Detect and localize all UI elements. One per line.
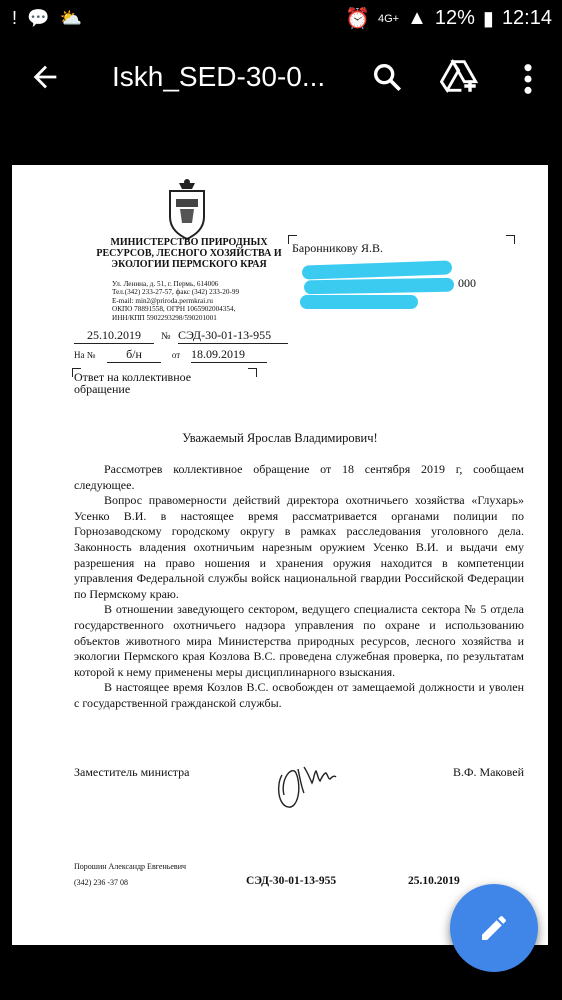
registration-line: [74, 328, 288, 344]
edit-button[interactable]: [450, 884, 538, 972]
bracket-mark: [506, 235, 515, 244]
paragraph: В отношении заведующего сектором, ведущего специалиста сектора № 5 отдела государственного охотничьего надзора управления по охране и использованию объектов животного мира Министерства природных ресурсов, лесного хозяйства и экологии Пермского края Козлова В.С. проведена служебная проверка, по результатам которой к нему применены меры дисциплинарного взыскания.: [74, 602, 524, 679]
edit-pencil-icon: [478, 912, 510, 944]
system-icons: [345, 6, 552, 31]
chat-icon: 💬: [27, 8, 50, 28]
ministry-email: E-mail: min2@priroda.permkrai.ru: [112, 296, 214, 305]
ministry-contacts: [112, 280, 252, 322]
back-arrow-icon[interactable]: [28, 60, 62, 94]
redaction-mark: [302, 260, 452, 279]
redaction-mark: [300, 295, 418, 309]
alarm-icon: ⏰: [345, 8, 370, 30]
paragraph: Вопрос правомерности действий директора охотничьего хозяйства «Глухарь» Усенко В.И. в настоящее время рассматривается органами полиции по Горнозаводскому городскому округу в рамках расследования уголовного дела. Законность владения охотничьим нарезным оружием Усенко В.И. и выдачи ему разрешения на право ношения и хранения оружия находится в компетенции управления Федеральной службы войск национальной гвардии Российской Федерации по Пермскому краю.: [74, 493, 524, 601]
ref-number: б/н: [107, 347, 161, 363]
signer-title: Заместитель министра: [74, 765, 190, 779]
reg-date: 25.10.2019: [74, 328, 154, 344]
reference-line: [74, 347, 267, 363]
subject-line: Ответ на коллективное обращение: [74, 370, 192, 396]
bracket-mark: [248, 368, 257, 377]
executor-phone: (342) 236 -37 08: [74, 878, 128, 887]
redaction-mark: [304, 278, 454, 295]
weather-icon: ⛅: [59, 8, 82, 28]
footer-date: 25.10.2019: [408, 875, 460, 887]
ministry-okpo: ОКПО 78891558, ОГРН 1065902004354,: [112, 305, 236, 314]
signature-image: [270, 755, 360, 815]
reg-no-label: №: [161, 331, 171, 342]
paragraph: В настоящее время Козлов В.С. освобожден от замещаемой должности и уволен с государственной гражданской службы.: [74, 680, 524, 710]
ref-date: 18.09.2019: [191, 347, 267, 363]
executor-name: Порошин Александр Евгеньевич: [74, 862, 187, 871]
ministry-address: Ул. Ленина, д. 51, г. Пермь, 614006: [112, 280, 219, 288]
notification-icons: [12, 8, 82, 29]
addressee-tail: 000: [458, 276, 476, 290]
ministry-name: МИНИСТЕРСТВО ПРИРОДНЫХ РЕСУРСОВ, ЛЕСНОГО ХОЗЯЙСТВА И ЭКОЛОГИИ ПЕРМСКОГО КРАЯ: [96, 237, 282, 270]
more-vert-icon[interactable]: [516, 62, 540, 96]
footer-doc-number: СЭД-30-01-13-955: [246, 875, 337, 887]
ref-from-label: от: [171, 350, 181, 360]
letter-body: [74, 462, 524, 712]
paragraph: Рассмотрев коллективное обращение от 18 сентября 2019 г, сообщаем следующее.: [74, 462, 524, 492]
ministry-inn: ИНН/КПП 5902293298/590201001: [112, 313, 217, 322]
reg-number: СЭД-30-01-13-955: [178, 328, 288, 344]
ministry-phone: Тел.(342) 233-27-57, факс (342) 233-20-99: [112, 288, 240, 297]
status-bar: [0, 0, 562, 38]
clock: 12:14: [501, 7, 552, 29]
signal-icon: ▲: [407, 7, 427, 29]
search-icon[interactable]: [370, 60, 404, 94]
document-title: Iskh_SED-30-0...: [112, 61, 326, 92]
app-bar: [0, 38, 562, 120]
salutation: Уважаемый Ярослав Владимирович!: [182, 431, 378, 445]
document-page[interactable]: [12, 165, 548, 945]
signer-name: В.Ф. Маковей: [452, 765, 524, 779]
drive-add-icon[interactable]: [440, 58, 480, 94]
notification-icon: !: [12, 8, 18, 28]
addressee-name: Баронникову Я.В.: [292, 241, 383, 255]
coat-of-arms-icon: [162, 177, 212, 241]
battery-icon: ▮: [482, 8, 494, 30]
battery-percent: 12%: [434, 7, 475, 29]
network-label: 4G+: [377, 12, 400, 25]
ref-label: На №: [74, 350, 96, 360]
